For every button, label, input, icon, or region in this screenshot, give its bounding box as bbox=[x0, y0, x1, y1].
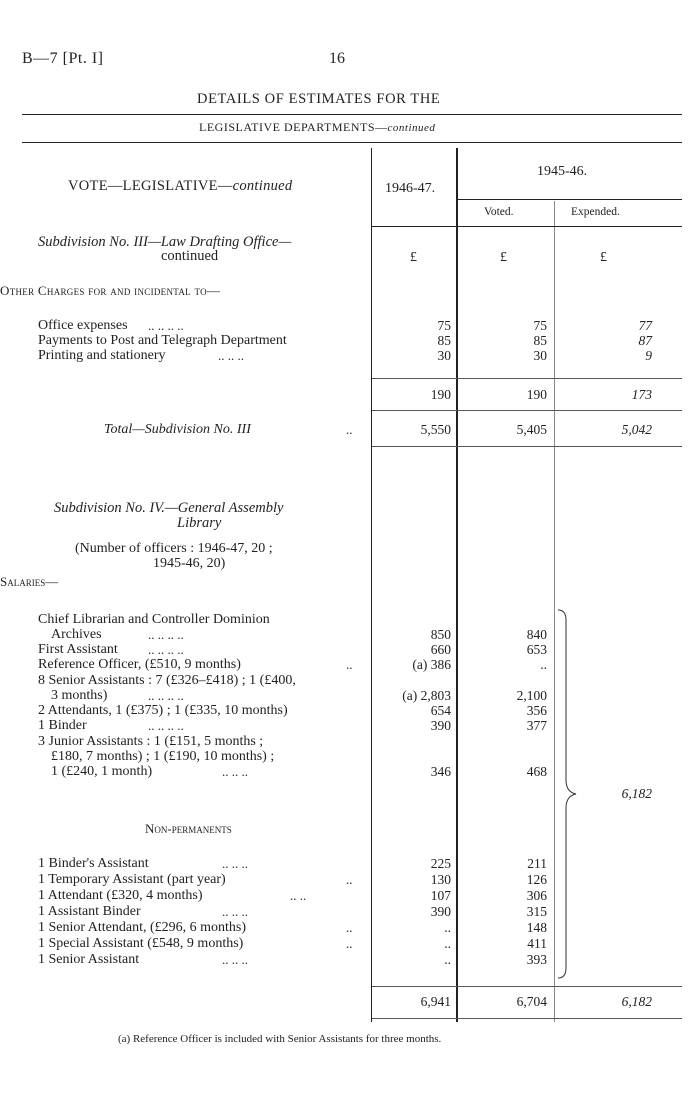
np-item-label: 1 Senior Attendant, (£296, 6 months) bbox=[38, 920, 247, 935]
sub4-officers-cont: 1945-46, 20) bbox=[153, 556, 226, 571]
np-item-leader: .. .. .. bbox=[222, 952, 248, 967]
sub3-item-leader: .. .. .. bbox=[218, 348, 244, 363]
np-item-1946: 390 bbox=[430, 904, 451, 919]
sub3-item-1946: 30 bbox=[437, 348, 451, 363]
sub3-item-expended: 9 bbox=[645, 348, 652, 363]
column-header-1946: 1946-47. bbox=[385, 181, 436, 196]
sub3-total-leader: .. bbox=[346, 422, 353, 437]
sub4-item-leader: .. .. .. .. bbox=[148, 718, 184, 733]
sub3-total-bottom-rule bbox=[372, 446, 682, 447]
sub4-total-voted: 6,704 bbox=[516, 994, 547, 1009]
np-item-leader: .. .. bbox=[290, 888, 307, 903]
sub3-item-voted: 85 bbox=[533, 333, 547, 348]
sub4-item-leader: .. .. .. .. bbox=[148, 642, 184, 657]
sub4-title-library: Library bbox=[177, 515, 222, 531]
sub4-item-voted: .. bbox=[540, 657, 547, 672]
header-rule-2 bbox=[22, 142, 682, 143]
page-reference: B—7 [Pt. I] bbox=[22, 50, 104, 67]
np-item-leader: .. .. .. bbox=[222, 856, 248, 871]
sub3-item-label: Payments to Post and Telegraph Department bbox=[38, 333, 287, 348]
other-charges-heading: Other Charges for and incidental to— bbox=[0, 283, 221, 298]
page-title: DETAILS OF ESTIMATES FOR THE bbox=[197, 91, 441, 107]
column-header-voted: Voted. bbox=[484, 206, 514, 218]
sub3-item-expended: 87 bbox=[638, 333, 652, 348]
sub4-total-expended: 6,182 bbox=[621, 994, 652, 1009]
sub4-item-label: 3 months) bbox=[51, 688, 108, 703]
np-item-leader: .. .. .. bbox=[222, 904, 248, 919]
np-item-voted: 393 bbox=[526, 952, 547, 967]
sub4-item-label: 8 Senior Assistants : 7 (£326–£418) ; 1 (£400, bbox=[38, 673, 296, 688]
sub4-item-label: 1 Binder bbox=[38, 718, 87, 733]
sub4-item-1946: (a) 2,803 bbox=[402, 688, 451, 703]
sub4-item-label: 1 (£240, 1 month) bbox=[51, 764, 153, 779]
sub4-item-1946: 660 bbox=[430, 642, 451, 657]
np-item-leader: .. bbox=[346, 872, 353, 887]
sub3-item-label: Printing and stationery bbox=[38, 348, 166, 363]
np-item-label: 1 Senior Assistant bbox=[38, 952, 140, 967]
sub4-item-label: £180, 7 months) ; 1 (£190, 10 months) ; bbox=[51, 749, 275, 764]
column-rule-mid bbox=[456, 148, 458, 1022]
sub4-item-voted: 653 bbox=[526, 642, 547, 657]
sub3-title: Subdivision No. III—Law Drafting Office— bbox=[38, 234, 292, 250]
sub3-item-1946: 75 bbox=[437, 318, 451, 333]
sub4-item-leader: .. bbox=[346, 657, 353, 672]
non-permanents-heading: Non-permanents bbox=[145, 821, 232, 836]
np-item-label: 1 Attendant (£320, 4 months) bbox=[38, 888, 203, 903]
currency-expended: £ bbox=[600, 250, 607, 265]
sub4-item-1946: 850 bbox=[430, 627, 451, 642]
sub4-item-1946: 346 bbox=[430, 764, 451, 779]
np-item-voted: 306 bbox=[526, 888, 547, 903]
np-item-voted: 315 bbox=[526, 904, 547, 919]
sub3-total-rule bbox=[372, 410, 682, 411]
sub4-item-voted: 2,100 bbox=[516, 688, 547, 703]
sub3-total-label: Total—Subdivision No. III bbox=[104, 422, 251, 437]
sub4-item-1946: 390 bbox=[430, 718, 451, 733]
np-item-voted: 411 bbox=[527, 936, 547, 951]
sub4-item-leader: .. .. .. .. bbox=[148, 627, 184, 642]
np-item-1946: 130 bbox=[430, 872, 451, 887]
sub3-total-expended: 5,042 bbox=[621, 422, 652, 437]
column-rule-expended bbox=[554, 201, 555, 1022]
sub3-item-voted: 30 bbox=[533, 348, 547, 363]
sub4-item-label: 3 Junior Assistants : 1 (£151, 5 months ; bbox=[38, 734, 264, 749]
np-item-label: 1 Assistant Binder bbox=[38, 904, 141, 919]
sub4-item-1946: (a) 386 bbox=[412, 657, 451, 672]
sub3-total-voted: 5,405 bbox=[516, 422, 547, 437]
sub4-total-bottom-rule bbox=[372, 1018, 682, 1019]
sub3-item-leader: .. .. .. .. bbox=[148, 318, 184, 333]
header-rule-1 bbox=[22, 114, 682, 115]
np-item-voted: 211 bbox=[527, 856, 547, 871]
np-item-label: 1 Special Assistant (£548, 9 months) bbox=[38, 936, 244, 951]
sub3-subtotal-1946: 190 bbox=[430, 387, 451, 402]
sub3-item-voted: 75 bbox=[533, 318, 547, 333]
np-item-voted: 126 bbox=[526, 872, 547, 887]
sub4-brace-total: 6,182 bbox=[621, 786, 652, 801]
np-item-1946: .. bbox=[444, 936, 451, 951]
sub3-item-label: Office expenses bbox=[38, 318, 128, 333]
currency-voted: £ bbox=[500, 250, 507, 265]
column-header-1945: 1945-46. bbox=[537, 164, 588, 179]
sub4-item-label: First Assistant bbox=[38, 642, 118, 657]
np-item-leader: .. bbox=[346, 936, 353, 951]
np-item-1946: 107 bbox=[430, 888, 451, 903]
sub3-subtotal-voted: 190 bbox=[526, 387, 547, 402]
sub4-total-rule bbox=[372, 986, 682, 987]
brace-icon bbox=[556, 608, 580, 980]
np-item-label: 1 Binder's Assistant bbox=[38, 856, 149, 871]
sub4-item-leader: .. .. .. bbox=[222, 764, 248, 779]
vote-title-text: VOTE—LEGISLATIVE— bbox=[68, 178, 233, 194]
sub3-title-continued: continued bbox=[161, 248, 219, 264]
sub3-subtotal-rule bbox=[372, 378, 682, 379]
sub4-officers: (Number of officers : 1946-47, 20 ; bbox=[75, 541, 273, 556]
sub4-item-label: 2 Attendants, 1 (£375) ; 1 (£335, 10 months) bbox=[38, 703, 288, 718]
sub4-item-voted: 468 bbox=[526, 764, 547, 779]
sub4-item-voted: 377 bbox=[526, 718, 547, 733]
sub4-item-label: Chief Librarian and Controller Dominion bbox=[38, 612, 270, 627]
sub4-total-1946: 6,941 bbox=[420, 994, 451, 1009]
footnote: (a) Reference Officer is included with Senior Assistants for three months. bbox=[118, 1033, 442, 1045]
sub4-item-voted: 840 bbox=[526, 627, 547, 642]
np-item-1946: .. bbox=[444, 920, 451, 935]
np-item-leader: .. bbox=[346, 920, 353, 935]
header-under-1945 bbox=[458, 199, 682, 200]
currency-1946: £ bbox=[410, 250, 417, 265]
sub3-item-1946: 85 bbox=[437, 333, 451, 348]
vote-title bbox=[68, 178, 292, 195]
sub4-item-label: Archives bbox=[51, 627, 102, 642]
np-item-1946: 225 bbox=[430, 856, 451, 871]
np-item-voted: 148 bbox=[526, 920, 547, 935]
sub4-item-leader: .. .. .. .. bbox=[148, 688, 184, 703]
page-subtitle bbox=[199, 120, 435, 135]
page-number: 16 bbox=[329, 50, 345, 67]
np-item-1946: .. bbox=[444, 952, 451, 967]
sub3-total-1946: 5,550 bbox=[420, 422, 451, 437]
sub3-subtotal-expended: 173 bbox=[631, 387, 652, 402]
sub4-item-1946: 654 bbox=[430, 703, 451, 718]
column-rule-left bbox=[371, 148, 372, 1022]
page-subtitle-text: LEGISLATIVE DEPARTMENTS— bbox=[199, 120, 388, 134]
header-bottom-rule bbox=[372, 226, 682, 227]
sub4-title: Subdivision No. IV.—General Assembly bbox=[54, 500, 284, 516]
sub3-item-expended: 77 bbox=[638, 318, 652, 333]
page-subtitle-continued: continued bbox=[387, 122, 436, 134]
salaries-heading: Salaries— bbox=[0, 574, 59, 589]
sub4-item-voted: 356 bbox=[526, 703, 547, 718]
column-header-expended: Expended. bbox=[571, 206, 620, 218]
np-item-label: 1 Temporary Assistant (part year) bbox=[38, 872, 226, 887]
sub4-item-label: Reference Officer, (£510, 9 months) bbox=[38, 657, 241, 672]
vote-title-continued: continued bbox=[232, 178, 293, 194]
